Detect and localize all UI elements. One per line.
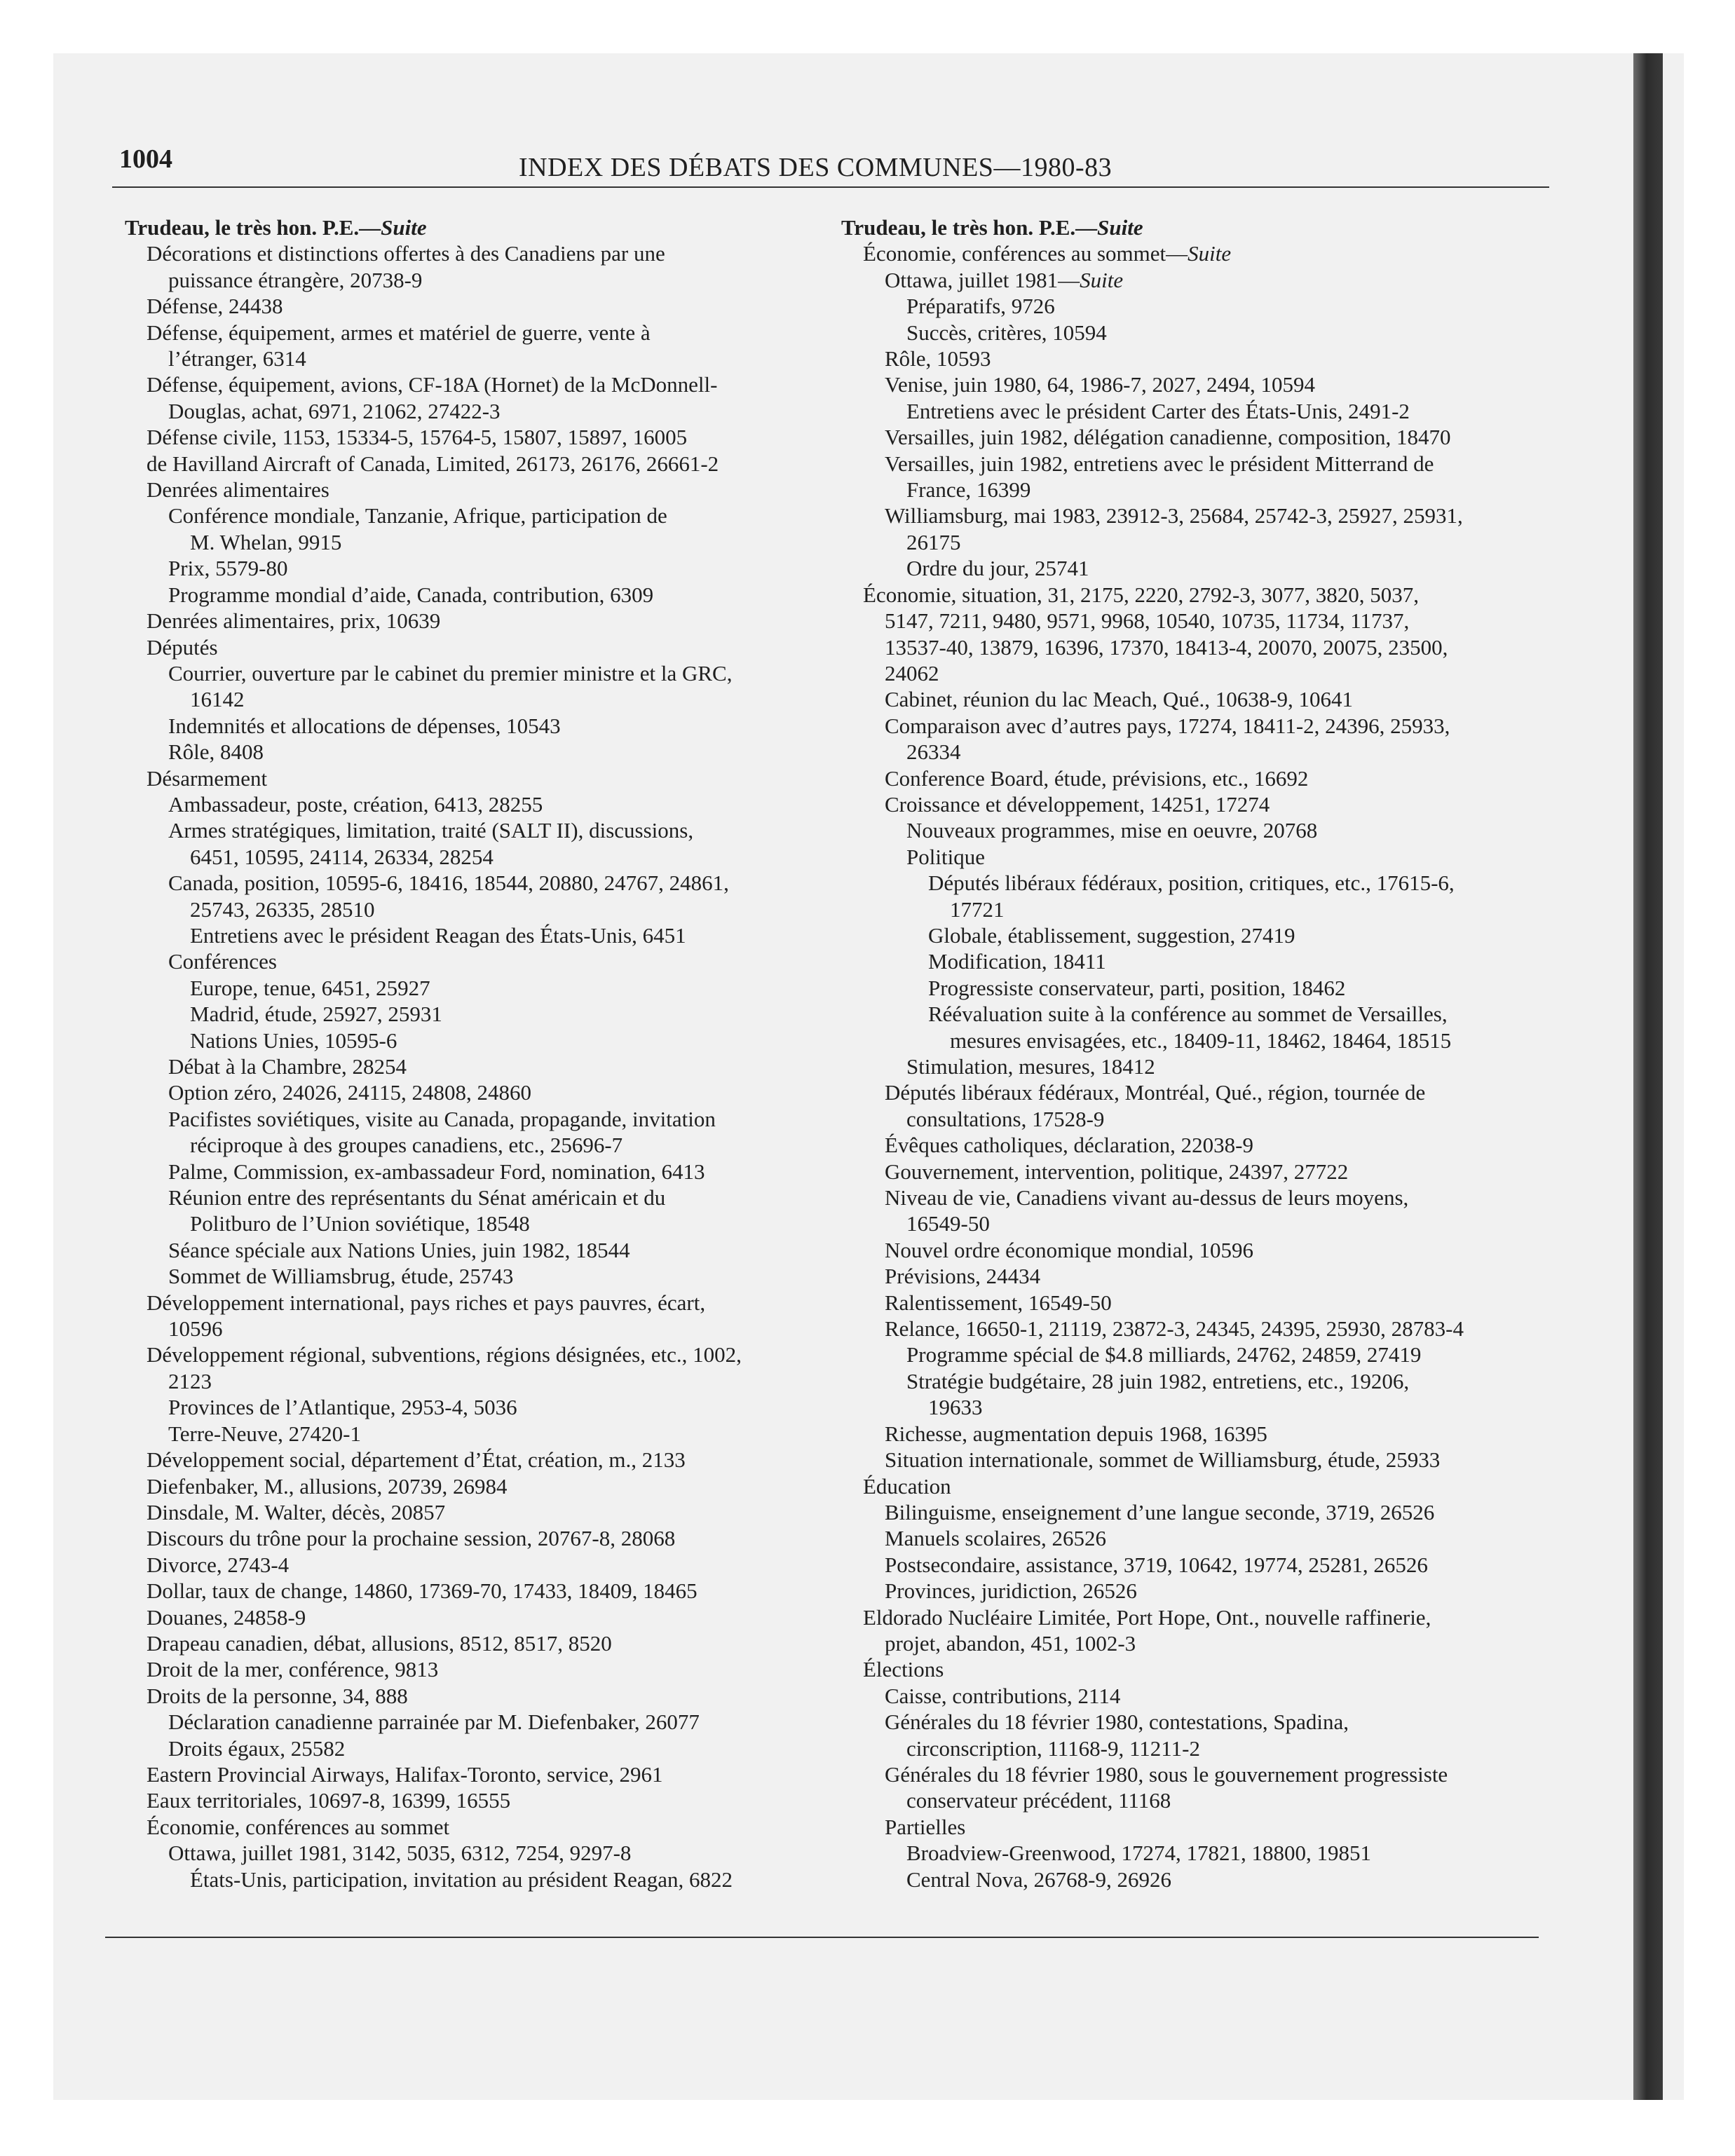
index-entry — [125, 1735, 826, 1761]
index-entry-text: consultations, 17528-9 — [906, 1106, 1105, 1131]
index-entry — [841, 634, 1542, 660]
index-entry — [125, 1473, 826, 1499]
index-entry — [125, 1001, 826, 1027]
index-entry-text: Défense, équipement, avions, CF-18A (Hornet) de la McDonnell- — [147, 372, 718, 397]
index-entry — [841, 1840, 1542, 1866]
index-entry-text: puissance étrangère, 20738-9 — [168, 267, 423, 292]
index-entry-text: Stratégie budgétaire, 28 juin 1982, entretiens, etc., 19206, — [906, 1368, 1410, 1393]
index-entry — [125, 634, 826, 660]
index-entry — [841, 1053, 1542, 1079]
index-entry-text: 2123 — [168, 1368, 212, 1393]
index-entry — [125, 1656, 826, 1682]
index-entry-text: Conférences — [168, 949, 277, 974]
index-entry — [841, 1237, 1542, 1263]
index-entry — [841, 1316, 1542, 1342]
index-entry — [125, 529, 826, 555]
index-entry-text: Générales du 18 février 1980, sous le gouvernement progressiste — [885, 1761, 1448, 1787]
index-entry-text: Douanes, 24858-9 — [147, 1604, 306, 1630]
index-entry — [841, 1421, 1542, 1447]
index-entry-text: Modification, 18411 — [928, 949, 1106, 974]
index-entry — [125, 1552, 826, 1578]
index-entry-text: Droits égaux, 25582 — [168, 1735, 346, 1761]
index-entry-text: Eaux territoriales, 10697-8, 16399, 16555 — [147, 1788, 511, 1813]
index-entry-text: Gouvernement, intervention, politique, 24397, 27722 — [885, 1159, 1349, 1184]
index-entry-text: Stimulation, mesures, 18412 — [906, 1054, 1155, 1079]
index-entry-text: Eldorado Nucléaire Limitée, Port Hope, Ont., nouvelle raffinerie, — [863, 1604, 1431, 1630]
index-entry — [125, 1342, 826, 1367]
index-entry — [841, 1578, 1542, 1604]
index-entry-text: Broadview-Greenwood, 17274, 17821, 18800, 19851 — [906, 1841, 1371, 1866]
index-entry-text: 26175 — [906, 529, 961, 554]
index-entry — [841, 582, 1542, 608]
index-entry-text: Postsecondaire, assistance, 3719, 10642, 19774, 25281, 26526 — [885, 1552, 1428, 1577]
index-entry-text: Rôle, 8408 — [168, 739, 264, 765]
index-entry — [841, 371, 1542, 397]
index-entry-text: Courrier, ouverture par le cabinet du premier ministre et la GRC, — [168, 660, 733, 685]
index-entry — [125, 739, 826, 765]
index-heading — [125, 214, 826, 240]
index-entry — [125, 398, 826, 424]
index-entry-text: Succès, critères, 10594 — [906, 320, 1107, 345]
index-entry-text: Nouvel ordre économique mondial, 10596 — [885, 1237, 1254, 1262]
index-entry — [841, 1079, 1542, 1105]
index-entry — [841, 1814, 1542, 1840]
index-entry-text: Progressiste conservateur, parti, position, 18462 — [928, 975, 1346, 1000]
index-entry — [125, 1447, 826, 1473]
index-entry — [841, 791, 1542, 817]
index-entry — [841, 1028, 1542, 1053]
index-entry — [841, 686, 1542, 712]
index-entry-text: Députés libéraux fédéraux, Montréal, Qué., région, tournée de — [885, 1080, 1426, 1105]
index-entry-text: Europe, tenue, 6451, 25927 — [190, 975, 430, 1000]
index-entry — [841, 1761, 1542, 1787]
index-entry-text: Développement international, pays riches et pays pauvres, écart, — [147, 1290, 706, 1315]
index-entry-text: Terre-Neuve, 27420-1 — [168, 1421, 361, 1446]
index-entry-text: Réunion entre des représentants du Sénat américain et du — [168, 1185, 666, 1210]
index-entry — [841, 844, 1542, 870]
index-entry — [125, 1761, 826, 1787]
index-entry-text: Ambassadeur, poste, création, 6413, 28255 — [168, 791, 543, 817]
index-entry — [841, 240, 1542, 266]
index-entry-text: Économie, situation, 31, 2175, 2220, 2792-3, 3077, 3820, 5037, — [863, 582, 1420, 607]
index-entry-text: Programme mondial d’aide, Canada, contribution, 6309 — [168, 582, 654, 607]
index-entry — [841, 1709, 1542, 1735]
index-entry-text: 25743, 26335, 28510 — [190, 896, 375, 922]
index-entry — [841, 398, 1542, 424]
index-entry-text: circonscription, 11168-9, 11211-2 — [906, 1735, 1200, 1761]
index-entry — [841, 713, 1542, 739]
index-entry — [841, 1604, 1542, 1630]
index-entry-text: Députés libéraux fédéraux, position, critiques, etc., 17615-6, — [928, 871, 1455, 896]
index-entry-text: 26334 — [906, 739, 961, 765]
index-entry — [125, 975, 826, 1001]
index-entry — [841, 451, 1542, 477]
index-entry-text: Ottawa, juillet 1981— — [885, 267, 1080, 292]
index-entry — [841, 739, 1542, 765]
index-entry-text: Manuels scolaires, 26526 — [885, 1526, 1106, 1551]
index-entry-text: conservateur précédent, 11168 — [906, 1788, 1171, 1813]
index-entry-text: Ottawa, juillet 1981, 3142, 5035, 6312, 7254, 9297-8 — [168, 1841, 632, 1866]
index-entry — [125, 1079, 826, 1105]
index-entry-text: Croissance et développement, 14251, 17274 — [885, 791, 1270, 817]
index-entry-text: de Havilland Aircraft of Canada, Limited, 26173, 26176, 26661-2 — [147, 451, 719, 476]
index-entry-text: projet, abandon, 451, 1002-3 — [885, 1630, 1136, 1656]
index-entry — [125, 1630, 826, 1656]
index-entry-text: Denrées alimentaires — [147, 477, 329, 503]
index-entry — [125, 1787, 826, 1813]
index-entry — [125, 240, 826, 266]
index-entry-text: 19633 — [928, 1395, 983, 1420]
index-entry — [841, 1447, 1542, 1473]
index-entry-text: Eastern Provincial Airways, Halifax-Toronto, service, 2961 — [147, 1761, 663, 1787]
index-entry-text: Débat à la Chambre, 28254 — [168, 1054, 407, 1079]
index-entry — [125, 451, 826, 477]
index-entry — [841, 1630, 1542, 1656]
index-entry — [841, 1735, 1542, 1761]
index-entry-text: Globale, établissement, suggestion, 27419 — [928, 922, 1295, 948]
index-entry — [125, 1290, 826, 1316]
index-entry-text: Williamsburg, mai 1983, 23912-3, 25684, 25742-3, 25927, 25931, — [885, 503, 1463, 528]
index-entry — [841, 870, 1542, 896]
index-entry — [841, 529, 1542, 555]
index-entry-text: Cabinet, réunion du lac Meach, Qué., 10638-9, 10641 — [885, 687, 1354, 712]
index-entry-text: Dinsdale, M. Walter, décès, 20857 — [147, 1499, 446, 1524]
index-column-right — [841, 214, 1542, 1892]
index-entry-text: Programme spécial de $4.8 milliards, 24762, 24859, 27419 — [906, 1342, 1422, 1367]
index-entry-text: Éducation — [863, 1473, 951, 1499]
index-entry-text: Richesse, augmentation depuis 1968, 16395 — [885, 1421, 1267, 1446]
index-entry-text: Trudeau, le très hon. P.E.— — [841, 215, 1098, 240]
index-entry — [841, 922, 1542, 948]
index-entry — [125, 1840, 826, 1866]
index-entry — [125, 1028, 826, 1053]
index-entry-text: Préparatifs, 9726 — [906, 294, 1055, 319]
index-entry-text: 24062 — [885, 660, 939, 685]
index-column-left — [125, 214, 826, 1892]
running-title: INDEX DES DÉBATS DES COMMUNES—1980-83 — [519, 153, 1113, 182]
index-entry-text: Indemnités et allocations de dépenses, 10543 — [168, 713, 561, 738]
index-entry — [841, 1159, 1542, 1185]
index-entry-text: Pacifistes soviétiques, visite au Canada, propagande, invitation — [168, 1106, 716, 1131]
index-entry-text: Élections — [863, 1657, 944, 1682]
index-entry-text: Économie, conférences au sommet— — [863, 241, 1188, 266]
index-entry — [125, 1316, 826, 1342]
continued-suffix: Suite — [1097, 215, 1143, 240]
index-entry — [125, 1106, 826, 1132]
index-entry-text: Défense, équipement, armes et matériel de guerre, vente à — [147, 320, 651, 345]
index-entry — [125, 1499, 826, 1525]
index-entry-text: Discours du trône pour la prochaine session, 20767-8, 28068 — [147, 1526, 676, 1551]
index-entry — [841, 1001, 1542, 1027]
index-entry — [125, 660, 826, 686]
index-entry-text: Entretiens avec le président Reagan des États-Unis, 6451 — [190, 922, 686, 948]
index-entry — [125, 948, 826, 974]
index-entry — [841, 765, 1542, 791]
index-entry-text: Palme, Commission, ex-ambassadeur Ford, nomination, 6413 — [168, 1159, 705, 1184]
index-entry — [125, 1159, 826, 1185]
index-entry-text: Relance, 16650-1, 21119, 23872-3, 24345, 24395, 25930, 28783-4 — [885, 1316, 1464, 1342]
index-entry — [125, 424, 826, 450]
index-entry — [125, 371, 826, 397]
index-entry-text: Réévaluation suite à la conférence au sommet de Versailles, — [928, 1002, 1448, 1027]
index-entry — [125, 608, 826, 634]
index-entry — [125, 1237, 826, 1263]
index-entry — [841, 1342, 1542, 1367]
index-entry — [125, 817, 826, 843]
index-entry — [125, 1132, 826, 1158]
index-entry-text: Diefenbaker, M., allusions, 20739, 26984 — [147, 1473, 508, 1499]
index-entry — [125, 1185, 826, 1210]
index-entry — [125, 1394, 826, 1420]
index-entry-text: 6451, 10595, 24114, 26334, 28254 — [190, 844, 494, 869]
index-entry — [841, 1263, 1542, 1289]
index-entry — [125, 844, 826, 870]
index-entry — [125, 1263, 826, 1289]
index-entry — [841, 1473, 1542, 1499]
index-entry-text: Nouveaux programmes, mise en oeuvre, 20768 — [906, 818, 1318, 843]
index-entry-text: mesures envisagées, etc., 18409-11, 18462, 18464, 18515 — [950, 1028, 1452, 1053]
index-entry-text: Madrid, étude, 25927, 25931 — [190, 1002, 442, 1027]
index-entry-text: France, 16399 — [906, 477, 1031, 503]
index-entry — [841, 1499, 1542, 1525]
index-entry-text: 5147, 7211, 9480, 9571, 9968, 10540, 10735, 11734, 11737, — [885, 608, 1410, 634]
index-entry — [125, 1421, 826, 1447]
index-entry-text: 16142 — [190, 687, 245, 712]
index-entry — [125, 1709, 826, 1735]
index-entry — [125, 477, 826, 503]
index-entry — [125, 555, 826, 581]
index-entry — [125, 503, 826, 528]
index-entry-text: Droits de la personne, 34, 888 — [147, 1683, 408, 1708]
index-entry — [125, 1368, 826, 1394]
index-entry-text: États-Unis, participation, invitation au président Reagan, 6822 — [190, 1867, 733, 1892]
index-entry-text: Conférence mondiale, Tanzanie, Afrique, participation de — [168, 503, 667, 528]
index-entry-text: Droit de la mer, conférence, 9813 — [147, 1657, 439, 1682]
index-entry-text: Nations Unies, 10595-6 — [190, 1028, 397, 1053]
index-entry-text: Caisse, contributions, 2114 — [885, 1683, 1121, 1708]
index-entry — [841, 320, 1542, 346]
index-entry-text: Décorations et distinctions offertes à des Canadiens par une — [147, 241, 665, 266]
index-entry-text: Denrées alimentaires, prix, 10639 — [147, 608, 441, 634]
index-entry-text: Divorce, 2743-4 — [147, 1552, 290, 1577]
index-entry — [125, 791, 826, 817]
index-entry-text: Désarmement — [147, 765, 268, 791]
index-entry-text: Ralentissement, 16549-50 — [885, 1290, 1112, 1315]
index-entry-text: Provinces de l’Atlantique, 2953-4, 5036 — [168, 1395, 517, 1420]
index-entry — [841, 346, 1542, 371]
index-entry — [841, 1552, 1542, 1578]
index-entry-text: Rôle, 10593 — [885, 346, 991, 371]
index-entry — [841, 1132, 1542, 1158]
index-entry — [125, 713, 826, 739]
index-entry — [841, 503, 1542, 528]
index-entry — [841, 555, 1542, 581]
index-entry-text: Dollar, taux de change, 14860, 17369-70, 17433, 18409, 18465 — [147, 1578, 698, 1604]
index-entry — [841, 1106, 1542, 1132]
index-entry — [841, 1290, 1542, 1316]
index-entry-text: Central Nova, 26768-9, 26926 — [906, 1867, 1171, 1892]
index-entry-text: Entretiens avec le président Carter des États-Unis, 2491-2 — [906, 398, 1410, 423]
index-entry — [841, 1394, 1542, 1420]
index-entry — [841, 1368, 1542, 1394]
index-entry — [125, 922, 826, 948]
index-entry — [125, 346, 826, 371]
index-entry — [841, 1787, 1542, 1813]
index-entry — [125, 686, 826, 712]
index-entry — [841, 267, 1542, 293]
index-entry — [125, 765, 826, 791]
index-entry-text: 17721 — [950, 896, 1005, 922]
index-entry-text: 13537-40, 13879, 16396, 17370, 18413-4, 20070, 20075, 23500, — [885, 634, 1448, 660]
index-entry-text: Défense civile, 1153, 15334-5, 15764-5, 15807, 15897, 16005 — [147, 425, 688, 450]
index-entry — [125, 870, 826, 896]
index-entry-text: Option zéro, 24026, 24115, 24808, 24860 — [168, 1080, 532, 1105]
index-entry-text: Générales du 18 février 1980, contestations, Spadina, — [885, 1710, 1349, 1735]
index-entry — [125, 1683, 826, 1709]
index-entry-text: 10596 — [168, 1316, 223, 1342]
continued-suffix: Suite — [1080, 267, 1124, 292]
index-entry-text: l’étranger, 6314 — [168, 346, 306, 371]
index-entry — [841, 660, 1542, 686]
page-header — [119, 144, 1556, 187]
index-entry-text: Politique — [906, 844, 985, 869]
index-entry — [841, 1185, 1542, 1210]
index-entry — [125, 1604, 826, 1630]
index-entry-text: Défense, 24438 — [147, 294, 283, 319]
index-entry-text: Déclaration canadienne parrainée par M. Diefenbaker, 26077 — [168, 1710, 700, 1735]
index-entry-text: Douglas, achat, 6971, 21062, 27422-3 — [168, 398, 501, 423]
index-entry — [125, 1578, 826, 1604]
index-entry-text: Venise, juin 1980, 64, 1986-7, 2027, 2494, 10594 — [885, 372, 1315, 397]
index-entry — [841, 293, 1542, 319]
index-entry-text: Sommet de Williamsbrug, étude, 25743 — [168, 1264, 514, 1289]
index-entry — [125, 896, 826, 922]
index-entry — [841, 948, 1542, 974]
index-entry-text: Drapeau canadien, débat, allusions, 8512, 8517, 8520 — [147, 1630, 612, 1656]
index-entry-text: Trudeau, le très hon. P.E.— — [125, 215, 381, 240]
index-entry-text: Niveau de vie, Canadiens vivant au-dessus de leurs moyens, — [885, 1185, 1409, 1210]
index-entry — [841, 477, 1542, 503]
index-entry — [125, 320, 826, 346]
index-entry — [125, 267, 826, 293]
index-entry-text: Comparaison avec d’autres pays, 17274, 18411-2, 24396, 25933, — [885, 713, 1450, 738]
index-entry-text: Séance spéciale aux Nations Unies, juin 1982, 18544 — [168, 1237, 630, 1262]
index-entry-text: Ordre du jour, 25741 — [906, 556, 1089, 581]
page-number: 1004 — [119, 144, 172, 174]
index-entry — [841, 1656, 1542, 1682]
index-entry-text: Canada, position, 10595-6, 18416, 18544, 20880, 24767, 24861, — [168, 871, 729, 896]
index-entry — [125, 1814, 826, 1840]
index-entry-text: Politburo de l’Union soviétique, 18548 — [190, 1211, 530, 1236]
index-entry — [125, 293, 826, 319]
index-entry-text: Versailles, juin 1982, délégation canadienne, composition, 18470 — [885, 425, 1451, 450]
footer-rule — [105, 1937, 1539, 1938]
index-entry — [841, 1525, 1542, 1551]
index-entry — [841, 1210, 1542, 1236]
index-entry — [125, 1525, 826, 1551]
index-entry-text: Économie, conférences au sommet — [147, 1814, 450, 1839]
index-entry — [125, 1867, 826, 1892]
index-entry — [841, 1683, 1542, 1709]
index-heading — [841, 214, 1542, 240]
binding-edge-shadow — [1633, 53, 1663, 2100]
index-entry-text: Députés — [147, 634, 218, 660]
index-entry — [841, 1867, 1542, 1892]
index-entry-text: Situation internationale, sommet de Williamsburg, étude, 25933 — [885, 1447, 1441, 1473]
index-entry-text: M. Whelan, 9915 — [190, 529, 342, 554]
index-entry — [125, 1210, 826, 1236]
index-entry-text: Développement régional, subventions, régions désignées, etc., 1002, — [147, 1342, 742, 1367]
index-entry-text: 16549-50 — [906, 1211, 990, 1236]
index-entry-text: Prix, 5579-80 — [168, 556, 288, 581]
continued-suffix: Suite — [381, 215, 427, 240]
index-entry-text: Partielles — [885, 1814, 966, 1839]
index-entry-text: Provinces, juridiction, 26526 — [885, 1578, 1137, 1604]
index-entry — [841, 975, 1542, 1001]
index-entry-text: Bilinguisme, enseignement d’une langue seconde, 3719, 26526 — [885, 1499, 1435, 1524]
index-entry — [841, 896, 1542, 922]
index-entry-text: Conference Board, étude, prévisions, etc., 16692 — [885, 765, 1309, 791]
continued-suffix: Suite — [1188, 241, 1232, 266]
index-entry-text: Évêques catholiques, déclaration, 22038-9 — [885, 1133, 1253, 1158]
index-entry-text: Développement social, département d’État, création, m., 2133 — [147, 1447, 686, 1473]
index-entry — [125, 1053, 826, 1079]
index-entry — [841, 608, 1542, 634]
header-rule — [112, 186, 1549, 188]
index-entry-text: Armes stratégiques, limitation, traité (SALT II), discussions, — [168, 818, 694, 843]
index-entry — [841, 424, 1542, 450]
index-entry-text: Versailles, juin 1982, entretiens avec le président Mitterrand de — [885, 451, 1434, 476]
index-entry — [841, 817, 1542, 843]
index-entry-text: réciproque à des groupes canadiens, etc., 25696-7 — [190, 1133, 623, 1158]
index-entry — [125, 582, 826, 608]
index-entry-text: Prévisions, 24434 — [885, 1264, 1041, 1289]
